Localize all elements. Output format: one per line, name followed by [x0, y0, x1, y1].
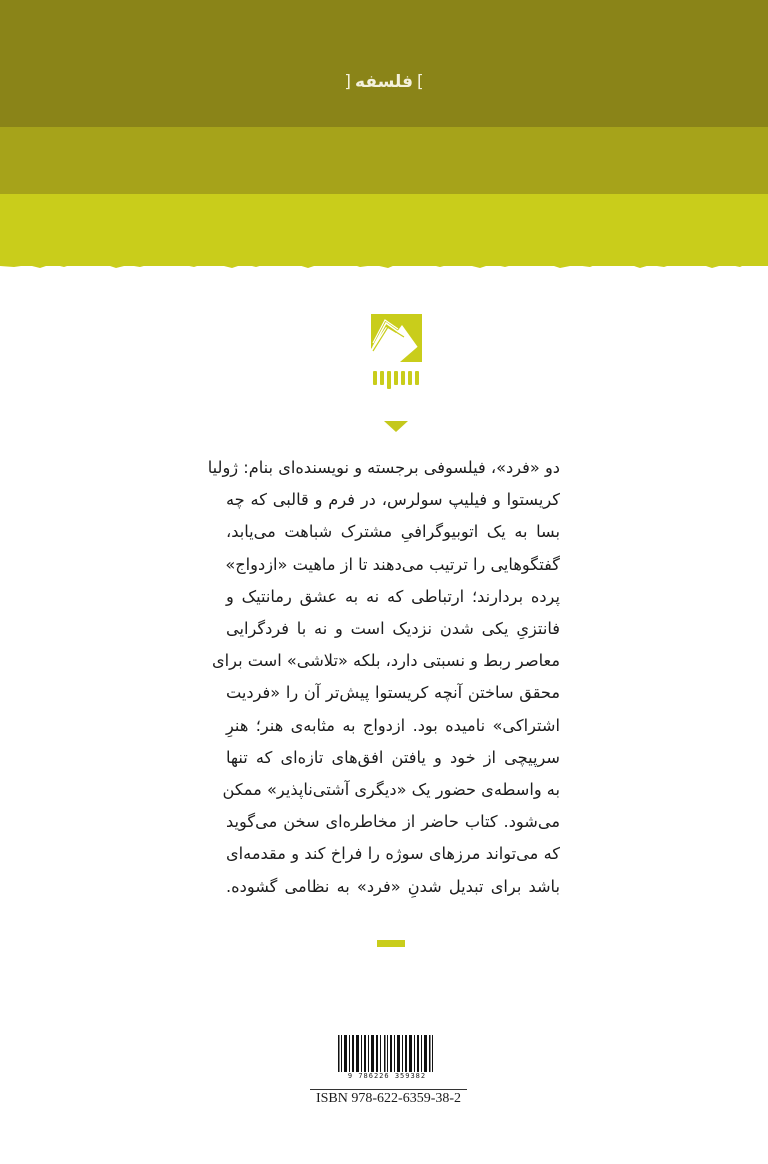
- accent-dash: [377, 940, 405, 947]
- top-band-light: [0, 194, 768, 266]
- category-label: [0, 72, 768, 92]
- down-triangle-icon: [384, 421, 408, 432]
- top-band-mid: [0, 127, 768, 194]
- isbn-divider: [310, 1089, 467, 1090]
- top-band-dark: [0, 0, 768, 127]
- blurb-line: محقق ساختن آنچه کریستوا پیش‌تر آن را «فردیت: [226, 683, 560, 703]
- bracket-close: ]: [416, 72, 424, 92]
- publisher-logo-icon: [370, 313, 424, 395]
- blurb-line: می‌شود. کتاب حاضر از مخاطره‌ای سخن می‌گوید: [226, 812, 560, 832]
- bracket-open: [: [344, 72, 352, 92]
- blurb-line: باشد برای تبدیل شدنِ «فرد» به نظامی گشوده.: [226, 876, 560, 896]
- torn-edge: [0, 258, 768, 272]
- blurb-line: بسا به یک اتوبیوگرافیِ مشترک شباهت می‌یابد،: [226, 522, 560, 542]
- blurb-line: اشتراکی» نامیده بود. ازدواج به مثابه‌ی هنر؛ هنرِ: [226, 715, 560, 735]
- blurb-line: گفتگوهایی را ترتیب می‌دهند تا از ماهیت «ازدواج»: [225, 554, 560, 574]
- blurb-line: پرده بردارند؛ ارتباطی که نه به عشق رمانتیک و: [226, 586, 560, 606]
- blurb-line: سرپیچی از خود و یافتن افق‌های تازه‌ای که تنها: [226, 747, 560, 767]
- blurb-line: دو «فرد»، فیلسوفی برجسته و نویسنده‌ای بنام: ژولیا: [207, 458, 560, 477]
- back-cover-blurb: [207, 452, 560, 903]
- blurb-line: کریستوا و فیلیپ سولرس، در فرم و قالبی که چه: [226, 490, 560, 510]
- barcode-digits: 9 786226 359382: [338, 1072, 436, 1080]
- category-text: فلسفه: [355, 72, 413, 92]
- isbn-label: ISBN 978-622-6359-38-2: [315, 1091, 462, 1106]
- blurb-line: معاصر ربط و نسبتی دارد، بلکه «تلاشی» است برای: [212, 651, 560, 671]
- blurb-line: به واسطه‌ی حضور یک «دیگری آشتی‌ناپذیر» ممکن: [222, 780, 560, 800]
- blurb-line: فانتزیِ یکی شدن نزدیک است و نه با فردگرایی: [226, 619, 560, 639]
- blurb-line: که می‌تواند مرزهای سوژه را فراخ کند و مقدمه‌ای: [226, 844, 560, 864]
